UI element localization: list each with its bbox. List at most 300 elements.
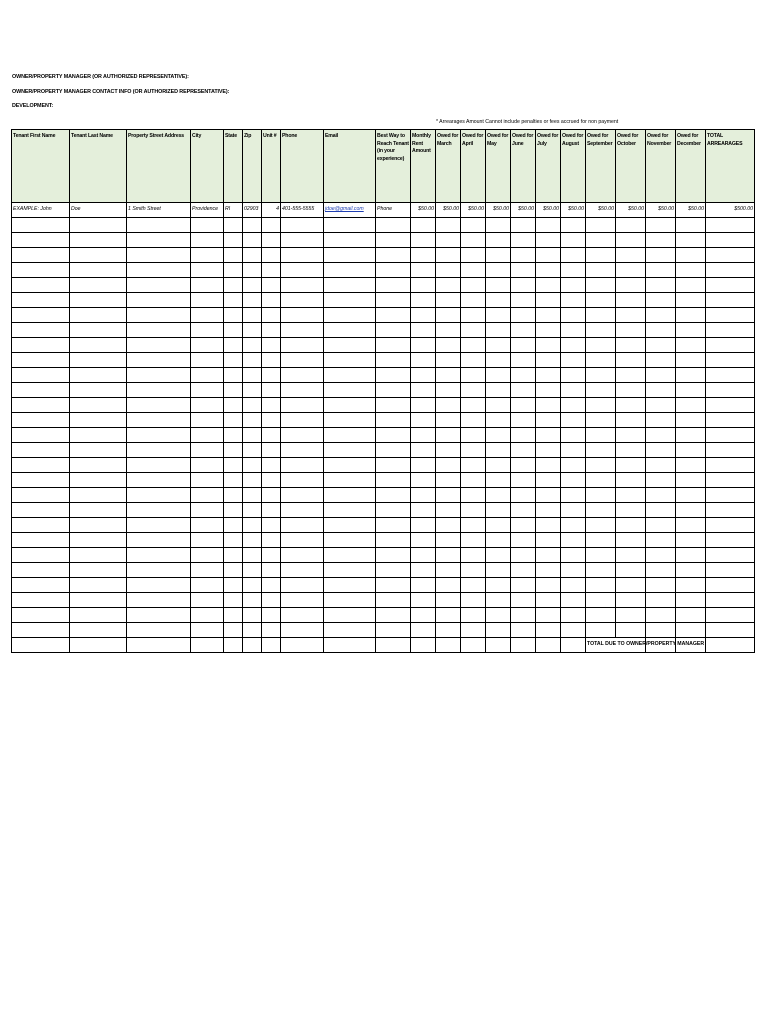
- table-cell[interactable]: [646, 278, 676, 293]
- table-cell[interactable]: [586, 368, 616, 383]
- table-cell[interactable]: [646, 353, 676, 368]
- table-cell[interactable]: [586, 533, 616, 548]
- table-cell[interactable]: [536, 323, 561, 338]
- table-cell[interactable]: [561, 443, 586, 458]
- table-cell[interactable]: [70, 338, 127, 353]
- table-cell[interactable]: [706, 383, 755, 398]
- table-cell[interactable]: [224, 233, 243, 248]
- table-cell[interactable]: [461, 443, 486, 458]
- table-cell[interactable]: [536, 293, 561, 308]
- table-cell[interactable]: [12, 353, 70, 368]
- table-cell[interactable]: [243, 548, 262, 563]
- table-cell[interactable]: [436, 338, 461, 353]
- table-cell[interactable]: [191, 458, 224, 473]
- table-cell[interactable]: [262, 218, 281, 233]
- table-cell[interactable]: [127, 638, 191, 653]
- table-cell[interactable]: [191, 368, 224, 383]
- table-cell[interactable]: [646, 368, 676, 383]
- table-cell[interactable]: [706, 398, 755, 413]
- table-cell[interactable]: [646, 563, 676, 578]
- table-cell[interactable]: [281, 323, 324, 338]
- table-cell[interactable]: [127, 278, 191, 293]
- table-cell[interactable]: [586, 548, 616, 563]
- table-cell[interactable]: [536, 518, 561, 533]
- table-cell[interactable]: [706, 518, 755, 533]
- table-cell[interactable]: [191, 473, 224, 488]
- table-cell[interactable]: [486, 323, 511, 338]
- table-cell[interactable]: [243, 578, 262, 593]
- table-cell[interactable]: [676, 293, 706, 308]
- table-cell[interactable]: [376, 638, 411, 653]
- table-cell[interactable]: [586, 398, 616, 413]
- table-cell[interactable]: [224, 323, 243, 338]
- table-cell[interactable]: [70, 368, 127, 383]
- table-cell[interactable]: [616, 578, 646, 593]
- table-cell[interactable]: [586, 323, 616, 338]
- table-cell[interactable]: [436, 308, 461, 323]
- table-cell[interactable]: [262, 383, 281, 398]
- table-cell[interactable]: [461, 578, 486, 593]
- table-cell[interactable]: [127, 263, 191, 278]
- table-cell[interactable]: [324, 428, 376, 443]
- table-cell[interactable]: [411, 368, 436, 383]
- table-cell[interactable]: [411, 293, 436, 308]
- table-cell[interactable]: [511, 473, 536, 488]
- table-cell[interactable]: [70, 533, 127, 548]
- table-cell[interactable]: [461, 503, 486, 518]
- table-cell[interactable]: [676, 578, 706, 593]
- table-cell[interactable]: [706, 218, 755, 233]
- table-cell[interactable]: [376, 623, 411, 638]
- table-cell[interactable]: [616, 623, 646, 638]
- table-cell[interactable]: [262, 308, 281, 323]
- table-cell[interactable]: [461, 353, 486, 368]
- table-cell[interactable]: [70, 308, 127, 323]
- table-cell[interactable]: [646, 248, 676, 263]
- table-cell[interactable]: [461, 308, 486, 323]
- table-cell[interactable]: [536, 263, 561, 278]
- table-cell[interactable]: [586, 578, 616, 593]
- table-cell[interactable]: [411, 488, 436, 503]
- table-cell[interactable]: [511, 278, 536, 293]
- table-cell[interactable]: [511, 548, 536, 563]
- table-cell[interactable]: [436, 383, 461, 398]
- table-cell[interactable]: [191, 593, 224, 608]
- table-cell[interactable]: [676, 218, 706, 233]
- table-cell[interactable]: [616, 473, 646, 488]
- table-cell[interactable]: [436, 278, 461, 293]
- table-cell[interactable]: [243, 593, 262, 608]
- table-cell[interactable]: [586, 488, 616, 503]
- table-cell[interactable]: [646, 428, 676, 443]
- table-cell[interactable]: [511, 398, 536, 413]
- table-cell[interactable]: [486, 278, 511, 293]
- table-cell[interactable]: [12, 293, 70, 308]
- table-cell[interactable]: [262, 413, 281, 428]
- table-cell[interactable]: [461, 248, 486, 263]
- table-cell[interactable]: [486, 593, 511, 608]
- table-cell[interactable]: [461, 563, 486, 578]
- table-cell[interactable]: [461, 548, 486, 563]
- table-cell[interactable]: [436, 368, 461, 383]
- table-cell[interactable]: [676, 233, 706, 248]
- table-cell[interactable]: [411, 563, 436, 578]
- table-cell[interactable]: [224, 518, 243, 533]
- table-cell[interactable]: [706, 278, 755, 293]
- table-cell[interactable]: [324, 638, 376, 653]
- table-cell[interactable]: [461, 368, 486, 383]
- table-cell[interactable]: [262, 593, 281, 608]
- table-cell[interactable]: [12, 638, 70, 653]
- table-cell[interactable]: [224, 473, 243, 488]
- table-cell[interactable]: [224, 368, 243, 383]
- table-cell[interactable]: [324, 323, 376, 338]
- table-cell[interactable]: [586, 293, 616, 308]
- table-cell[interactable]: [376, 548, 411, 563]
- table-cell[interactable]: [436, 623, 461, 638]
- table-cell[interactable]: [127, 413, 191, 428]
- table-cell[interactable]: [616, 548, 646, 563]
- table-cell[interactable]: [12, 278, 70, 293]
- table-cell[interactable]: [561, 578, 586, 593]
- table-cell[interactable]: [12, 413, 70, 428]
- table-cell[interactable]: [281, 368, 324, 383]
- table-cell[interactable]: [646, 533, 676, 548]
- table-cell[interactable]: [262, 638, 281, 653]
- table-cell[interactable]: [511, 533, 536, 548]
- table-cell[interactable]: [586, 623, 616, 638]
- example-owed-october[interactable]: $50.00: [616, 203, 646, 218]
- table-cell[interactable]: [511, 323, 536, 338]
- table-cell[interactable]: [536, 593, 561, 608]
- table-cell[interactable]: [127, 353, 191, 368]
- table-cell[interactable]: [536, 338, 561, 353]
- table-cell[interactable]: [281, 563, 324, 578]
- table-cell[interactable]: [191, 428, 224, 443]
- table-cell[interactable]: [616, 428, 646, 443]
- table-cell[interactable]: [376, 473, 411, 488]
- table-cell[interactable]: [586, 338, 616, 353]
- table-cell[interactable]: [243, 443, 262, 458]
- table-cell[interactable]: [461, 263, 486, 278]
- table-cell[interactable]: [561, 623, 586, 638]
- example-owed-september[interactable]: $50.00: [586, 203, 616, 218]
- table-cell[interactable]: [224, 263, 243, 278]
- table-cell[interactable]: [70, 563, 127, 578]
- table-cell[interactable]: [411, 533, 436, 548]
- table-cell[interactable]: [586, 248, 616, 263]
- table-cell[interactable]: [706, 563, 755, 578]
- table-cell[interactable]: [376, 443, 411, 458]
- table-cell[interactable]: [511, 608, 536, 623]
- table-cell[interactable]: [586, 383, 616, 398]
- table-cell[interactable]: [411, 608, 436, 623]
- table-cell[interactable]: [70, 383, 127, 398]
- table-cell[interactable]: [536, 413, 561, 428]
- table-cell[interactable]: [676, 488, 706, 503]
- table-cell[interactable]: [191, 608, 224, 623]
- table-cell[interactable]: [511, 293, 536, 308]
- table-cell[interactable]: [70, 353, 127, 368]
- table-cell[interactable]: [436, 428, 461, 443]
- table-cell[interactable]: [70, 323, 127, 338]
- table-cell[interactable]: [646, 398, 676, 413]
- table-cell[interactable]: [586, 473, 616, 488]
- table-cell[interactable]: [127, 518, 191, 533]
- table-cell[interactable]: [191, 233, 224, 248]
- table-cell[interactable]: [511, 488, 536, 503]
- table-cell[interactable]: [224, 593, 243, 608]
- table-cell[interactable]: [376, 578, 411, 593]
- table-cell[interactable]: [127, 428, 191, 443]
- table-cell[interactable]: [436, 563, 461, 578]
- table-cell[interactable]: [536, 398, 561, 413]
- table-cell[interactable]: [376, 248, 411, 263]
- table-cell[interactable]: [70, 293, 127, 308]
- table-cell[interactable]: [127, 578, 191, 593]
- table-cell[interactable]: [676, 308, 706, 323]
- table-cell[interactable]: [324, 248, 376, 263]
- table-cell[interactable]: [324, 533, 376, 548]
- table-cell[interactable]: [511, 563, 536, 578]
- table-cell[interactable]: [561, 473, 586, 488]
- table-cell[interactable]: [376, 413, 411, 428]
- table-cell[interactable]: [436, 323, 461, 338]
- table-cell[interactable]: [486, 353, 511, 368]
- table-cell[interactable]: [706, 488, 755, 503]
- table-cell[interactable]: [281, 218, 324, 233]
- table-cell[interactable]: [536, 458, 561, 473]
- table-cell[interactable]: [561, 383, 586, 398]
- table-cell[interactable]: [586, 608, 616, 623]
- table-cell[interactable]: [486, 608, 511, 623]
- table-cell[interactable]: [224, 443, 243, 458]
- table-cell[interactable]: [70, 263, 127, 278]
- table-cell[interactable]: [486, 503, 511, 518]
- table-cell[interactable]: [536, 623, 561, 638]
- table-cell[interactable]: [281, 533, 324, 548]
- table-cell[interactable]: [376, 458, 411, 473]
- table-cell[interactable]: [676, 623, 706, 638]
- table-cell[interactable]: [486, 413, 511, 428]
- table-cell[interactable]: [676, 608, 706, 623]
- table-cell[interactable]: [191, 533, 224, 548]
- table-cell[interactable]: [12, 563, 70, 578]
- table-cell[interactable]: [436, 638, 461, 653]
- table-cell[interactable]: [511, 218, 536, 233]
- table-cell[interactable]: [536, 503, 561, 518]
- table-cell[interactable]: [536, 638, 561, 653]
- table-cell[interactable]: [411, 638, 436, 653]
- table-cell[interactable]: [12, 233, 70, 248]
- table-cell[interactable]: [191, 548, 224, 563]
- table-cell[interactable]: [436, 473, 461, 488]
- table-cell[interactable]: [376, 278, 411, 293]
- table-cell[interactable]: [191, 218, 224, 233]
- table-cell[interactable]: [376, 383, 411, 398]
- table-cell[interactable]: [70, 503, 127, 518]
- table-cell[interactable]: [436, 263, 461, 278]
- table-cell[interactable]: [561, 308, 586, 323]
- table-cell[interactable]: [646, 233, 676, 248]
- table-cell[interactable]: [676, 248, 706, 263]
- table-cell[interactable]: [411, 383, 436, 398]
- table-cell[interactable]: [676, 473, 706, 488]
- table-cell[interactable]: [676, 428, 706, 443]
- table-cell[interactable]: [436, 533, 461, 548]
- table-cell[interactable]: [12, 488, 70, 503]
- table-cell[interactable]: [12, 623, 70, 638]
- table-cell[interactable]: [281, 488, 324, 503]
- table-cell[interactable]: [646, 488, 676, 503]
- table-cell[interactable]: [12, 338, 70, 353]
- table-cell[interactable]: [706, 623, 755, 638]
- table-cell[interactable]: [243, 323, 262, 338]
- table-cell[interactable]: [70, 248, 127, 263]
- table-cell[interactable]: [243, 428, 262, 443]
- table-cell[interactable]: [461, 533, 486, 548]
- table-cell[interactable]: [262, 428, 281, 443]
- table-cell[interactable]: [324, 458, 376, 473]
- table-cell[interactable]: [586, 413, 616, 428]
- table-cell[interactable]: [224, 638, 243, 653]
- example-zip[interactable]: 02903: [243, 203, 262, 218]
- table-cell[interactable]: [191, 353, 224, 368]
- table-cell[interactable]: [461, 278, 486, 293]
- table-cell[interactable]: [243, 608, 262, 623]
- table-cell[interactable]: [706, 578, 755, 593]
- table-cell[interactable]: [224, 428, 243, 443]
- table-cell[interactable]: [486, 533, 511, 548]
- table-cell[interactable]: [646, 308, 676, 323]
- table-cell[interactable]: [461, 293, 486, 308]
- table-cell[interactable]: [224, 578, 243, 593]
- table-cell[interactable]: [536, 488, 561, 503]
- table-cell[interactable]: [70, 428, 127, 443]
- table-cell[interactable]: [243, 263, 262, 278]
- table-cell[interactable]: [243, 563, 262, 578]
- table-cell[interactable]: [646, 593, 676, 608]
- table-cell[interactable]: [706, 293, 755, 308]
- table-cell[interactable]: [70, 638, 127, 653]
- table-cell[interactable]: [536, 278, 561, 293]
- table-cell[interactable]: [191, 248, 224, 263]
- table-cell[interactable]: [461, 473, 486, 488]
- table-cell[interactable]: [706, 458, 755, 473]
- table-cell[interactable]: [376, 338, 411, 353]
- table-cell[interactable]: [586, 263, 616, 278]
- table-cell[interactable]: [191, 278, 224, 293]
- table-cell[interactable]: [461, 383, 486, 398]
- table-cell[interactable]: [243, 338, 262, 353]
- table-cell[interactable]: [262, 248, 281, 263]
- table-cell[interactable]: [281, 608, 324, 623]
- table-cell[interactable]: [243, 233, 262, 248]
- table-cell[interactable]: [262, 263, 281, 278]
- table-cell[interactable]: [536, 353, 561, 368]
- table-cell[interactable]: [243, 488, 262, 503]
- table-cell[interactable]: [70, 518, 127, 533]
- total-due-value[interactable]: [706, 638, 755, 653]
- table-cell[interactable]: [486, 458, 511, 473]
- table-cell[interactable]: [511, 308, 536, 323]
- table-cell[interactable]: [616, 233, 646, 248]
- table-cell[interactable]: [706, 428, 755, 443]
- example-best-way[interactable]: Phone: [376, 203, 411, 218]
- table-cell[interactable]: [586, 428, 616, 443]
- table-cell[interactable]: [262, 398, 281, 413]
- table-cell[interactable]: [461, 623, 486, 638]
- table-cell[interactable]: [324, 443, 376, 458]
- table-cell[interactable]: [281, 473, 324, 488]
- table-cell[interactable]: [324, 218, 376, 233]
- table-cell[interactable]: [706, 473, 755, 488]
- example-owed-march[interactable]: $50.00: [436, 203, 461, 218]
- table-cell[interactable]: [12, 608, 70, 623]
- table-cell[interactable]: [411, 263, 436, 278]
- table-cell[interactable]: [586, 443, 616, 458]
- table-cell[interactable]: [646, 578, 676, 593]
- table-cell[interactable]: [376, 398, 411, 413]
- table-cell[interactable]: [461, 458, 486, 473]
- table-cell[interactable]: [411, 443, 436, 458]
- table-cell[interactable]: [436, 548, 461, 563]
- table-cell[interactable]: [646, 263, 676, 278]
- table-cell[interactable]: [127, 623, 191, 638]
- table-cell[interactable]: [324, 383, 376, 398]
- table-cell[interactable]: [12, 398, 70, 413]
- table-cell[interactable]: [12, 518, 70, 533]
- table-cell[interactable]: [281, 443, 324, 458]
- table-cell[interactable]: [191, 518, 224, 533]
- table-cell[interactable]: [243, 623, 262, 638]
- table-cell[interactable]: [436, 488, 461, 503]
- table-cell[interactable]: [262, 488, 281, 503]
- table-cell[interactable]: [706, 593, 755, 608]
- table-cell[interactable]: [561, 248, 586, 263]
- table-cell[interactable]: [676, 413, 706, 428]
- table-cell[interactable]: [561, 293, 586, 308]
- table-cell[interactable]: [561, 428, 586, 443]
- table-cell[interactable]: [376, 308, 411, 323]
- table-cell[interactable]: [127, 533, 191, 548]
- table-cell[interactable]: [262, 353, 281, 368]
- table-cell[interactable]: [461, 638, 486, 653]
- table-cell[interactable]: [646, 503, 676, 518]
- table-cell[interactable]: [676, 443, 706, 458]
- table-cell[interactable]: [676, 383, 706, 398]
- table-cell[interactable]: [676, 323, 706, 338]
- table-cell[interactable]: [646, 623, 676, 638]
- table-cell[interactable]: [616, 263, 646, 278]
- table-cell[interactable]: [70, 443, 127, 458]
- table-cell[interactable]: [436, 443, 461, 458]
- table-cell[interactable]: [281, 263, 324, 278]
- table-cell[interactable]: [511, 458, 536, 473]
- table-cell[interactable]: [616, 323, 646, 338]
- table-cell[interactable]: [127, 548, 191, 563]
- table-cell[interactable]: [706, 308, 755, 323]
- table-cell[interactable]: [411, 458, 436, 473]
- table-cell[interactable]: [616, 338, 646, 353]
- table-cell[interactable]: [461, 608, 486, 623]
- table-cell[interactable]: [486, 578, 511, 593]
- table-cell[interactable]: [706, 263, 755, 278]
- table-cell[interactable]: [324, 353, 376, 368]
- table-cell[interactable]: [12, 308, 70, 323]
- table-cell[interactable]: [436, 293, 461, 308]
- table-cell[interactable]: [127, 368, 191, 383]
